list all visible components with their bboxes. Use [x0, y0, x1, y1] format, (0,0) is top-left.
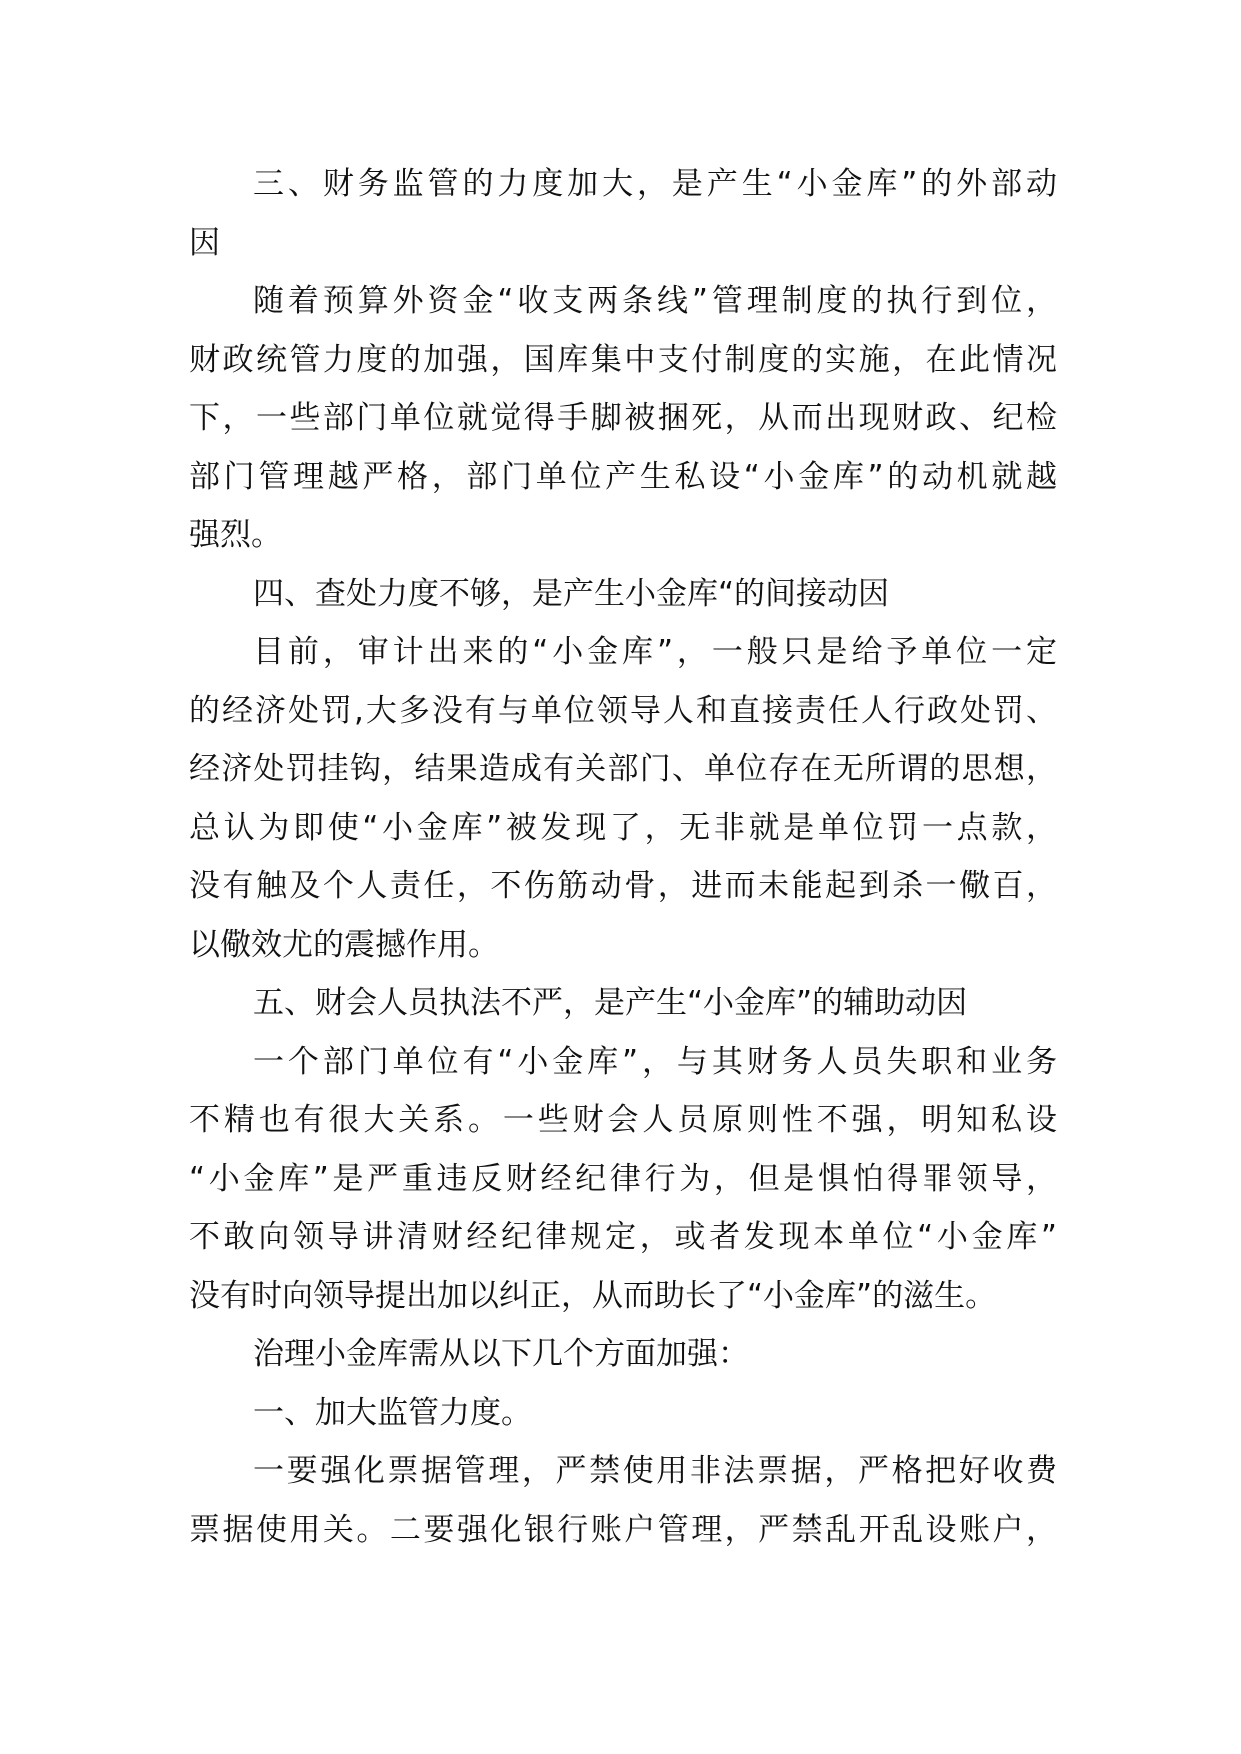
text-line: 票据使用关。二要强化银行账户管理，严禁乱开乱设账户，: [189, 1511, 1057, 1548]
text-line: 治理小金库需从以下几个方面加强：: [253, 1336, 749, 1372]
text-line: 不精也有很大关系。一些财会人员原则性不强，明知私设: [189, 1102, 1057, 1138]
text-line: 目前，审计出来的“小金库”，一般只是给予单位一定: [253, 634, 1057, 670]
text-line: 一、加大监管力度。: [253, 1394, 532, 1431]
text-line: 的经济处罚,大多没有与单位领导人和直接责任人行政处罚、: [189, 692, 1057, 729]
text-line: 强烈。: [189, 517, 282, 553]
text-line: 三、财务监管的力度加大，是产生“小金库”的外部动: [253, 166, 1057, 202]
text-line: 五、财会人员执法不严，是产生“小金库”的辅助动因: [253, 985, 968, 1021]
text-line: 以儆效尤的震撼作用。: [189, 926, 499, 963]
text-line: 随着预算外资金“收支两条线”管理制度的执行到位，: [253, 283, 1057, 319]
text-line: 因: [189, 224, 220, 261]
text-line: 部门管理越严格，部门单位产生私设“小金库”的动机就越: [189, 458, 1057, 495]
text-line: 一要强化票据管理，严禁使用非法票据，严格把好收费: [253, 1453, 1057, 1489]
text-line: 总认为即使“小金库”被发现了，无非就是单位罚一点款，: [189, 809, 1057, 846]
text-line: 下，一些部门单位就觉得手脚被捆死，从而出现财政、纪检: [189, 400, 1057, 436]
text-line: 没有触及个人责任，不伤筋动骨，进而未能起到杀一儆百，: [189, 868, 1057, 904]
text-line: 一个部门单位有“小金库”，与其财务人员失职和业务: [253, 1043, 1057, 1080]
document-body: [189, 155, 1057, 1559]
text-line: 经济处罚挂钩，结果造成有关部门、单位存在无所谓的思想，: [189, 751, 1057, 787]
text-line: 财政统管力度的加强，国库集中支付制度的实施，在此情况: [189, 341, 1057, 378]
text-line: “小金库”是严重违反财经纪律行为，但是惧怕得罪领导，: [189, 1160, 1057, 1197]
text-line: 没有时向领导提出加以纠正，从而助长了“小金库”的滋生。: [189, 1277, 997, 1314]
text-line: 不敢向领导讲清财经纪律规定，或者发现本单位“小金库”: [189, 1219, 1057, 1255]
text-line: 四、查处力度不够，是产生小金库“的间接动因: [253, 575, 890, 612]
